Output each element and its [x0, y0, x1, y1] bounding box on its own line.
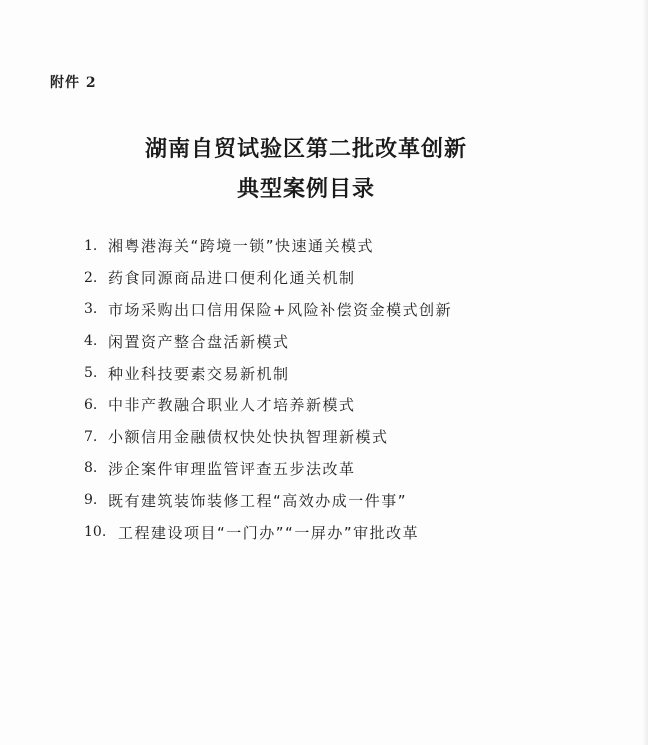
page-edge-shadow [642, 0, 648, 745]
case-item [84, 230, 452, 262]
case-item [84, 421, 452, 453]
case-item [84, 484, 452, 516]
case-item [84, 294, 452, 326]
document-title-line-2: 典型案例目录 [236, 176, 375, 202]
case-item [84, 453, 452, 485]
case-title: 中非产教融合职业人才培养新模式 [108, 396, 356, 415]
case-number: 6. [84, 396, 98, 413]
case-list [84, 230, 452, 548]
case-number: 10. [84, 524, 107, 541]
case-title: 药食同源商品进口便利化通关机制 [108, 269, 356, 288]
case-number: 4. [84, 333, 98, 350]
case-number: 2. [84, 269, 98, 286]
case-item [84, 357, 452, 389]
case-number: 3. [84, 301, 98, 318]
case-title: 闲置资产整合盘活新模式 [108, 332, 290, 351]
case-title: 涉企案件审理监管评查五步法改革 [108, 459, 356, 478]
case-title: 市场采购出口信用保险+风险补偿资金模式创新 [108, 300, 453, 319]
case-item [84, 262, 452, 294]
case-number: 7. [84, 428, 98, 445]
case-number: 8. [84, 460, 98, 477]
case-item [84, 325, 452, 357]
case-title: 小额信用金融债权快处快执智理新模式 [108, 428, 389, 447]
case-number: 5. [84, 365, 98, 382]
case-title: 工程建设项目“一门办”“一屏办”审批改革 [118, 523, 420, 542]
attachment-label: 附件 2 [50, 75, 97, 91]
case-number: 1. [84, 237, 98, 254]
case-number: 9. [84, 492, 98, 509]
case-title: 种业科技要素交易新机制 [108, 364, 290, 383]
case-title: 既有建筑装饰装修工程“高效办成一件事” [108, 491, 408, 510]
document-title-line-1: 湖南自贸试验区第二批改革创新 [144, 136, 467, 162]
case-item [84, 389, 452, 421]
case-item [84, 516, 452, 548]
case-title: 湘粤港海关“跨境一锁”快速通关模式 [108, 237, 375, 256]
